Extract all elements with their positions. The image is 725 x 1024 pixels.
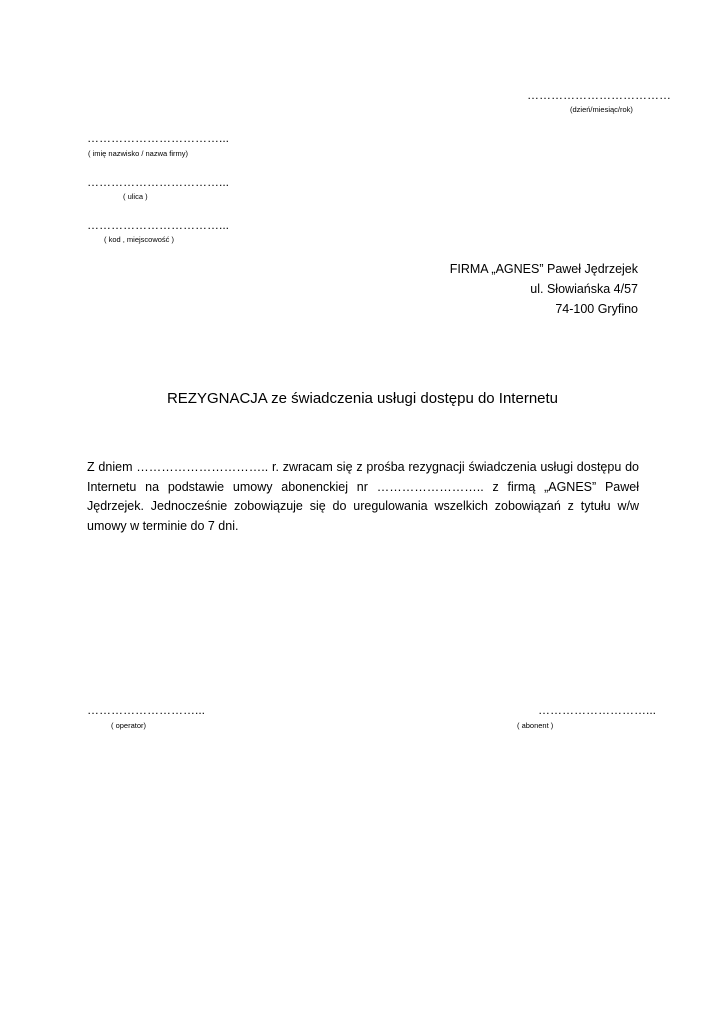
abonent-signature-line: ………………………... — [538, 703, 657, 717]
sender-name-line: ……………………………... — [87, 131, 230, 145]
recipient-company: FIRMA „AGNES” Paweł Jędrzejek — [449, 262, 638, 276]
recipient-street: ul. Słowiańska 4/57 — [530, 282, 638, 296]
sender-city-caption: ( kod , miejscowość ) — [104, 235, 175, 244]
date-caption: (dzień/miesiąc/rok) — [570, 105, 633, 114]
sender-city-line: ……………………………... — [87, 218, 230, 232]
sender-street-line: ……………………………... — [87, 175, 230, 189]
abonent-caption: ( abonent ) — [517, 721, 554, 730]
sender-name-caption: ( imię nazwisko / nazwa firmy) — [88, 149, 189, 158]
sender-street-caption: ( ulica ) — [123, 192, 148, 201]
operator-signature-line: ………………………... — [87, 703, 206, 717]
document-body: Z dniem ………………………….. r. zwracam się z prośba rezygnacji świadczenia usługi dostępu do Internetu na podstawie umowy abonenckiej nr …………………….. z firmą „AGNES” Paweł Jędrzejek. Jednocześnie zobowiązuje się do uregulowania wszelkich zobowiązań z tytułu w/w umowy w terminie do 7 dni. — [87, 460, 639, 533]
date-line: ……………………………… — [527, 88, 671, 102]
document-title: REZYGNACJA ze świadczenia usługi dostępu do Internetu — [166, 390, 559, 407]
operator-caption: ( operator) — [111, 721, 147, 730]
recipient-address — [450, 259, 638, 319]
recipient-city: 74-100 Gryfino — [555, 302, 638, 316]
